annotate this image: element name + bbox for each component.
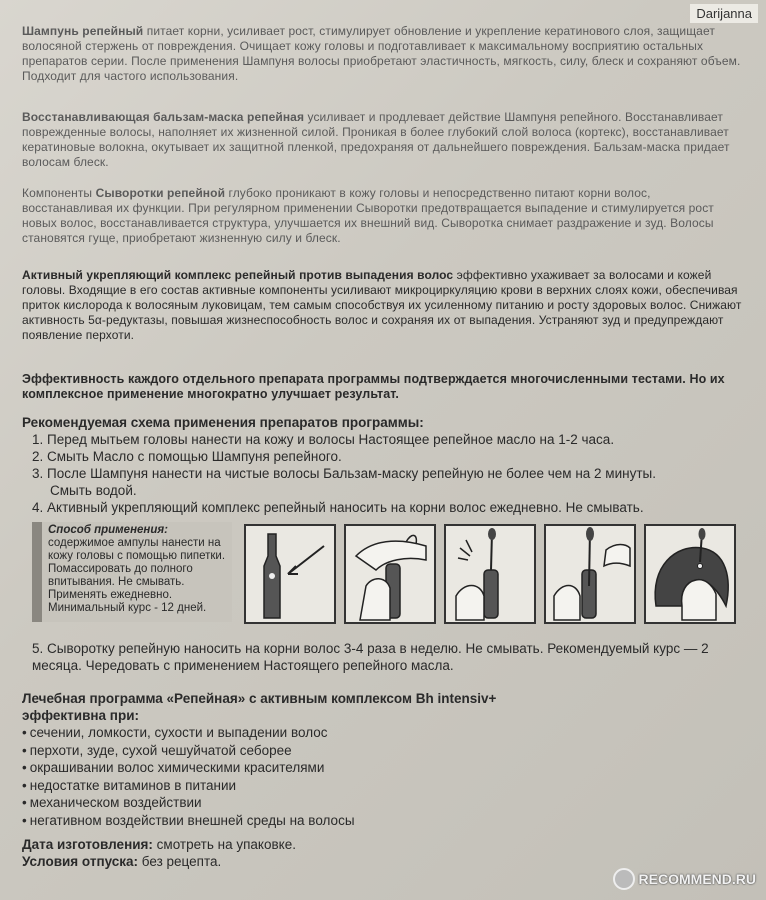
pipette-icon [446, 526, 534, 622]
program-subtitle: эффективна при: [22, 708, 139, 723]
serum-step [22, 640, 742, 674]
indication-item: • недостатке витаминов в питании [22, 777, 742, 795]
shampoo-paragraph [22, 24, 742, 84]
scheme-steps [22, 431, 742, 516]
ampoule-illustration [244, 524, 336, 624]
opening-ampoule-illustration [344, 524, 436, 624]
indication-item: • перхоти, зуде, сухой чешуйчатой себорее [22, 742, 742, 760]
indication-item: • негативном воздействии внешней среды на волосы [22, 812, 742, 830]
serum-paragraph [22, 186, 742, 246]
method-line: Применять ежедневно. [48, 589, 173, 601]
application-illustrations [244, 524, 736, 624]
pipette-ampoule-icon [546, 526, 634, 622]
method-box [32, 522, 232, 622]
method-line: впитывания. Не смывать. [48, 576, 185, 588]
complex-lead: Активный укрепляющий комплекс репейный против выпадения волос [22, 268, 454, 282]
balm-text: усиливает и продлевает действие Шампуня репейного. Восстанавливает поврежденные волосы, наполняет их жизненной силой. Проникая в более глубокий слой волоса (кортекс), восстанавливает кератиновые волокна, окутывает их защитной пленкой, предохраняя от дальнейшего повреждения. Бальзам-маска придает волосам блеск. [22, 110, 730, 169]
scheme-step: 3. После Шампуня нанести на чистые волосы Бальзам-маску репейную не более чем на 2 минуты. [32, 466, 656, 481]
dispensing-terms-label: Условия отпуска: [22, 854, 139, 869]
effectiveness-text: Эффективность каждого отдельного препарата программы подтверждается многочисленными тестами. Но их комплексное применение многократно улучшает результат. [22, 372, 725, 401]
complex-text: эффективно ухаживает за волосами и кожей головы. Входящие в его состав активные компоненты усиливают микроциркуляцию крови в верхних слоях кожи, обеспечивая приток кислорода к волосяным луковицам, тем самым способствуя их усиленному питанию и росту здоровых волос. Снижают активность 5α-редуктазы, повышая жизнеспособность волос и сохраняя их от выпадения. Устраняют зуд и предупреждают появление перхоти. [22, 268, 742, 342]
method-line: кожу головы с помощью пипетки. [48, 550, 226, 562]
footer-section [22, 836, 742, 870]
complex-paragraph [22, 268, 742, 343]
site-watermark-text: RECOMMEND.RU [638, 871, 756, 887]
shampoo-text: питает корни, усиливает рост, стимулирует обновление и укрепление кератинового слоя, защищает волосяной стержень от повреждения. Очищает кожу головы и подготавливает к максимальному восприятию остальных препаратов серии. После применения Шампуня волосы приобретают эластичность, мягкость, силу, блеск и сохраняют объем. Подходит для частого использования. [22, 24, 741, 83]
effectiveness-paragraph [22, 372, 742, 402]
scheme-step: Смыть водой. [50, 483, 137, 498]
site-watermark [613, 868, 756, 890]
program-title: Лечебная программа «Репейная» с активным комплексом Bh intensiv+ [22, 691, 497, 706]
pipette-ampoule-illustration [544, 524, 636, 624]
site-logo-icon [613, 868, 635, 890]
manufacture-date-value: смотреть на упаковке. [152, 837, 296, 852]
serum-lead: Сыворотки репейной [95, 186, 226, 200]
scheme-title: Рекомендуемая схема применения препаратов программы: [22, 415, 424, 430]
scheme-step: 2. Смыть Масло с помощью Шампуня репейного. [32, 449, 342, 464]
balm-lead: Восстанавливающая бальзам-маска репейная [22, 110, 305, 124]
head-icon [646, 526, 734, 622]
program-section [22, 690, 742, 829]
instruction-sheet [22, 24, 752, 894]
method-line: Помассировать до полного [48, 563, 193, 575]
dispensing-terms-value: без рецепта. [138, 854, 222, 869]
serum-pre: Компоненты [22, 186, 96, 200]
scalp-application-illustration [644, 524, 736, 624]
shampoo-lead: Шампунь репейный [22, 24, 144, 38]
hand-ampoule-icon [346, 526, 434, 622]
scheme-step: 4. Активный укрепляющий комплекс репейный наносить на корни волос ежедневно. Не смывать. [32, 500, 644, 515]
pipette-fill-illustration [444, 524, 536, 624]
serum-text: глубоко проникают в кожу головы и непосредственно питают корни волос, восстанавливая их функции. При регулярном применении Сыворотки предотвращается выпадение и стимулируется рост новых волос, восстанавливается структура, улучшается их внешний вид. Сыворотка снимает раздражение и зуд. Волосы становятся гуще, приобретают жизненную силу и блеск. [22, 186, 714, 245]
method-line: Минимальный курс - 12 дней. [48, 602, 207, 614]
method-line: содержимое ампулы нанести на [48, 537, 221, 549]
indications-list [22, 724, 742, 829]
scheme-step: 1. Перед мытьем головы нанести на кожу и волосы Настоящее репейное масло на 1-2 часа. [32, 432, 615, 447]
watermark-username: Darijanna [690, 4, 758, 23]
manufacture-date-label: Дата изготовления: [22, 837, 153, 852]
method-title: Способ применения: [48, 524, 168, 536]
indication-item: • сечении, ломкости, сухости и выпадении волос [22, 724, 742, 742]
scheme-section [22, 414, 742, 516]
serum-step-text: 5. Сыворотку репейную наносить на корни волос 3-4 раза в неделю. Не смывать. Рекомендуемый курс — 2 месяца. Чередовать с применением Настоящего репейного масла. [32, 641, 709, 673]
ampoule-icon [246, 526, 334, 622]
balm-paragraph [22, 110, 742, 170]
indication-item: • механическом воздействии [22, 794, 742, 812]
indication-item: • окрашивании волос химическими красителями [22, 759, 742, 777]
